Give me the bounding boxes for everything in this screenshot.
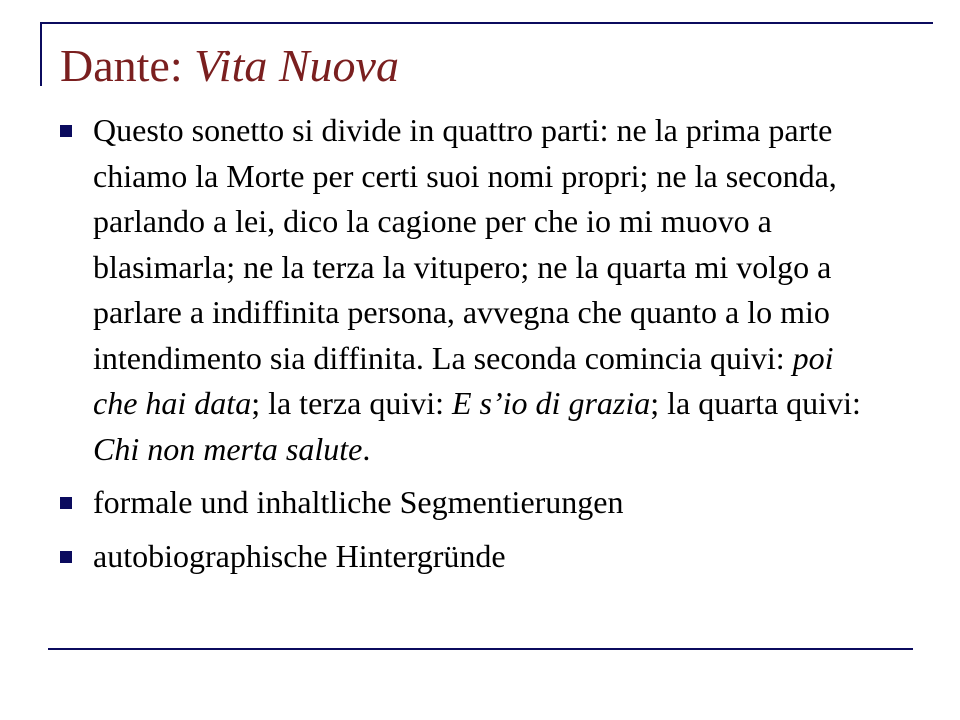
bullet-text: formale und inhaltliche Segmentierungen: [93, 484, 624, 520]
square-bullet-icon: [60, 125, 72, 137]
slide-title: [60, 38, 399, 94]
square-bullet-icon: [60, 551, 72, 563]
bullet-text: [93, 112, 861, 467]
bottom-rule: [48, 648, 913, 650]
bullet-item-sonetto: [60, 108, 880, 472]
square-bullet-icon: [60, 497, 72, 509]
bullet-list: [60, 108, 880, 579]
title-italic: Vita Nuova: [194, 40, 399, 91]
bullet-text: autobiographische Hintergründe: [93, 537, 506, 574]
quote-chi-non-merta-salute: Chi non merta salute: [93, 430, 363, 467]
bullet-text-segment: ; la quarta quivi:: [650, 385, 861, 421]
bullet-item-segmentierungen: [60, 480, 880, 526]
quote-e-sio-di-grazia: E s’io di grazia: [452, 385, 651, 421]
bullet-text-segment: ; la terza quivi:: [251, 385, 452, 421]
bullet-text-segment: Questo sonetto si divide in quattro parti: ne la prima parte chiamo la Morte per certi suoi nomi propri; ne la seconda, parlando a lei, dico la cagione per che io mi muovo a blasimarla; ne la terza la vitupero; ne la quarta mi volgo a parlare a indiffinita persona, avvegna che quanto a lo mio intendimento sia diffinita. La seconda comincia quivi:: [93, 112, 837, 376]
title-prefix: Dante:: [60, 40, 195, 91]
bullet-text-segment: .: [362, 430, 371, 467]
quote-poi-che-hai-data: poi che hai data: [93, 339, 834, 421]
left-rule: [40, 22, 42, 86]
bullet-item-hintergruende: [60, 534, 880, 580]
top-rule: [40, 22, 933, 24]
